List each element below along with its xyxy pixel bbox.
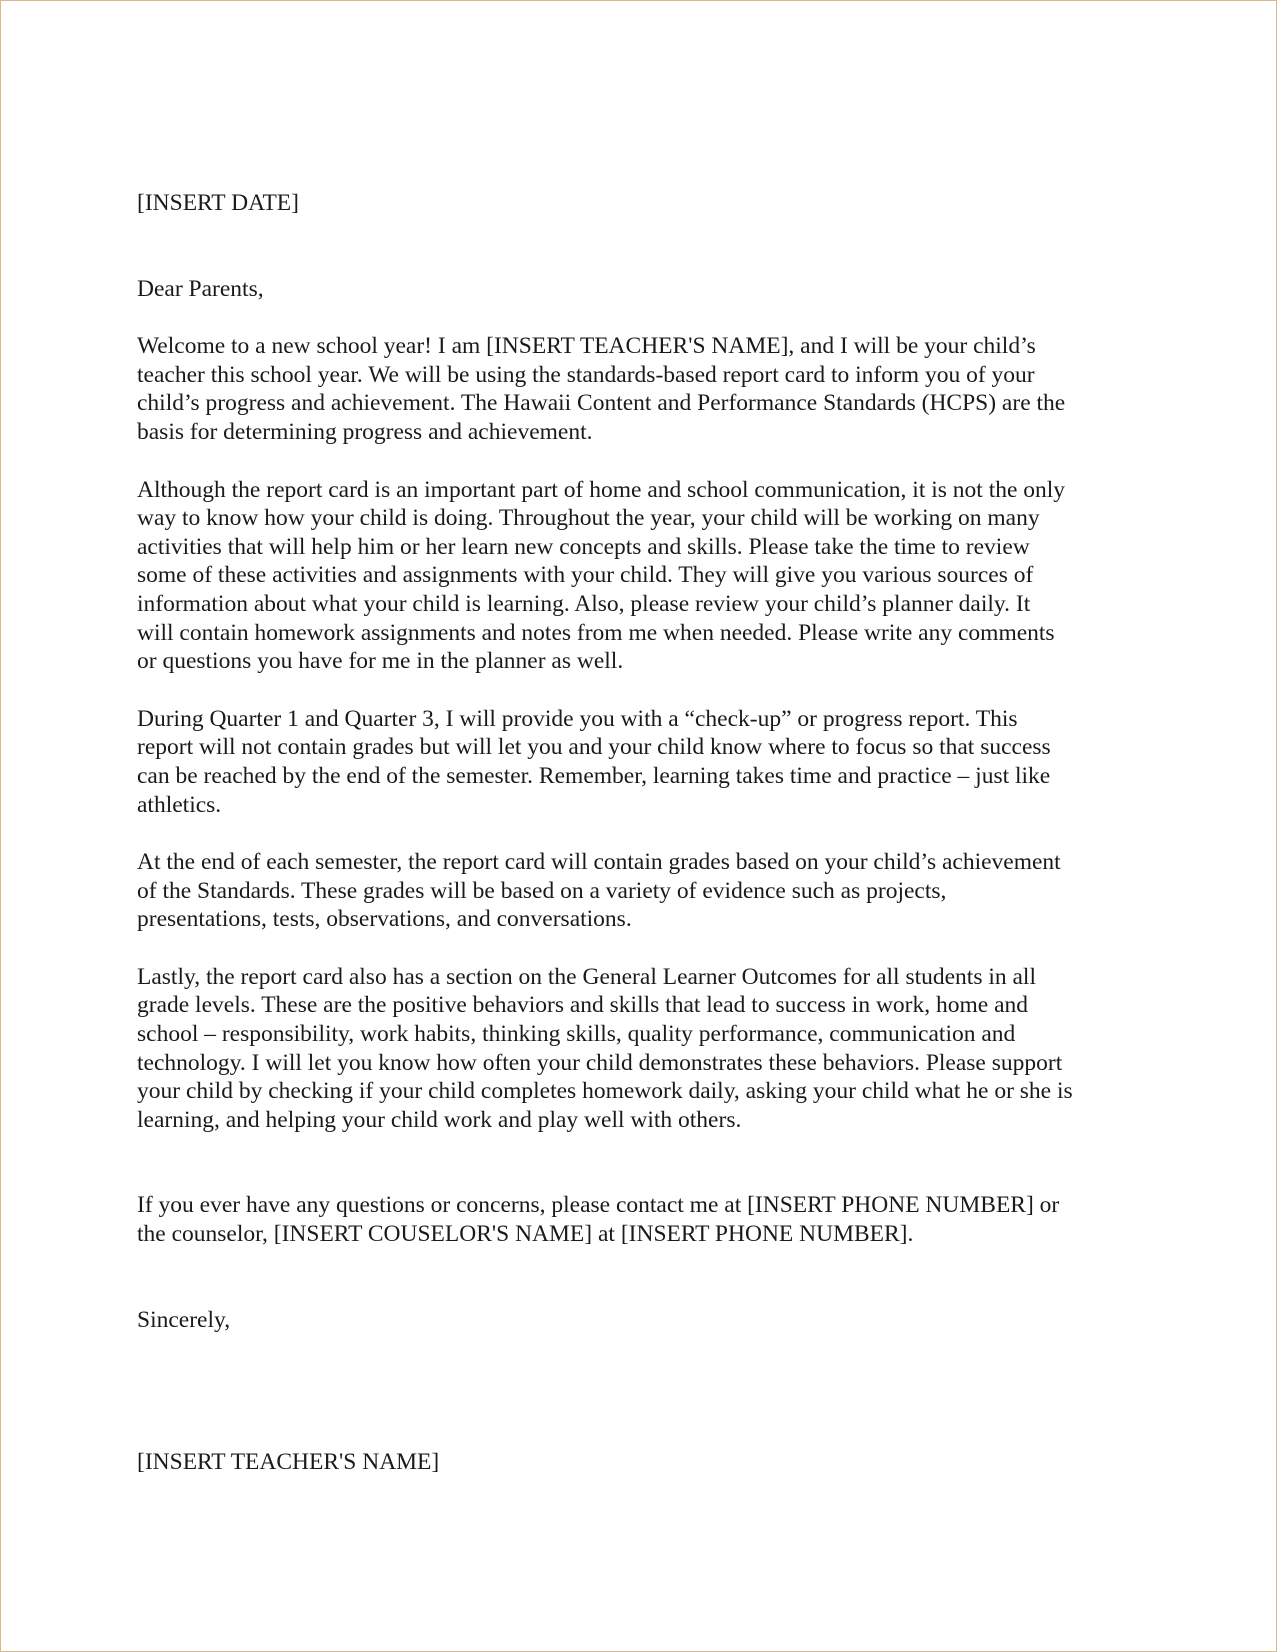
paragraph-learner-outcomes: Lastly, the report card also has a section on the General Learner Outcomes for all students in all grade levels. These are the positive behaviors and skills that lead to success in work, home and school – responsibility, work habits, thinking skills, quality performance, communication and technology. I will let you know how often your child demonstrates these behaviors. Please support your child by checking if your child completes homework daily, asking your child what he or she is learning, and helping your child work and play well with others. <box>137 963 1073 1133</box>
signature: [INSERT TEACHER'S NAME] <box>137 1449 440 1476</box>
letter-body <box>137 189 1147 1477</box>
closing: Sincerely, <box>137 1306 231 1333</box>
paragraph-welcome: Welcome to a new school year! I am [INSERT TEACHER'S NAME], and I will be your child’s teacher this school year. We will be using the standards-based report card to inform you of your child’s progress and achievement. The Hawaii Content and Performance Standards (HCPS) are the basis for determining progress and achievement. <box>137 333 1066 445</box>
paragraph-semester-grades: At the end of each semester, the report card will contain grades based on your child’s achievement of the Standards. These grades will be based on a variety of evidence such as projects, presentations, tests, observations, and conversations. <box>137 849 1061 933</box>
paragraph-communication: Although the report card is an important part of home and school communication, it is not the only way to know how your child is doing. Throughout the year, your child will be working on many activities that will help him or her learn new concepts and skills. Please take the time to review some of these activities and assignments with your child. They will give you various sources of information about what your child is learning. Also, please review your child’s planner daily. It will contain homework assignments and notes from me when needed. Please write any comments or questions you have for me in the planner as well. <box>137 476 1066 675</box>
paragraph-contact: If you ever have any questions or concerns, please contact me at [INSERT PHONE NUMBER] or the counselor, [INSERT COUSELOR'S NAME] at [INSERT PHONE NUMBER]. <box>137 1192 1060 1248</box>
letter-date: [INSERT DATE] <box>137 190 299 216</box>
paragraph-progress-report: During Quarter 1 and Quarter 3, I will provide you with a “check-up” or progress report. This report will not contain grades but will let you and your child know where to focus so that success can be reached by the end of the semester. Remember, learning takes time and practice – just like athletics. <box>137 705 1051 818</box>
salutation: Dear Parents, <box>137 275 264 302</box>
